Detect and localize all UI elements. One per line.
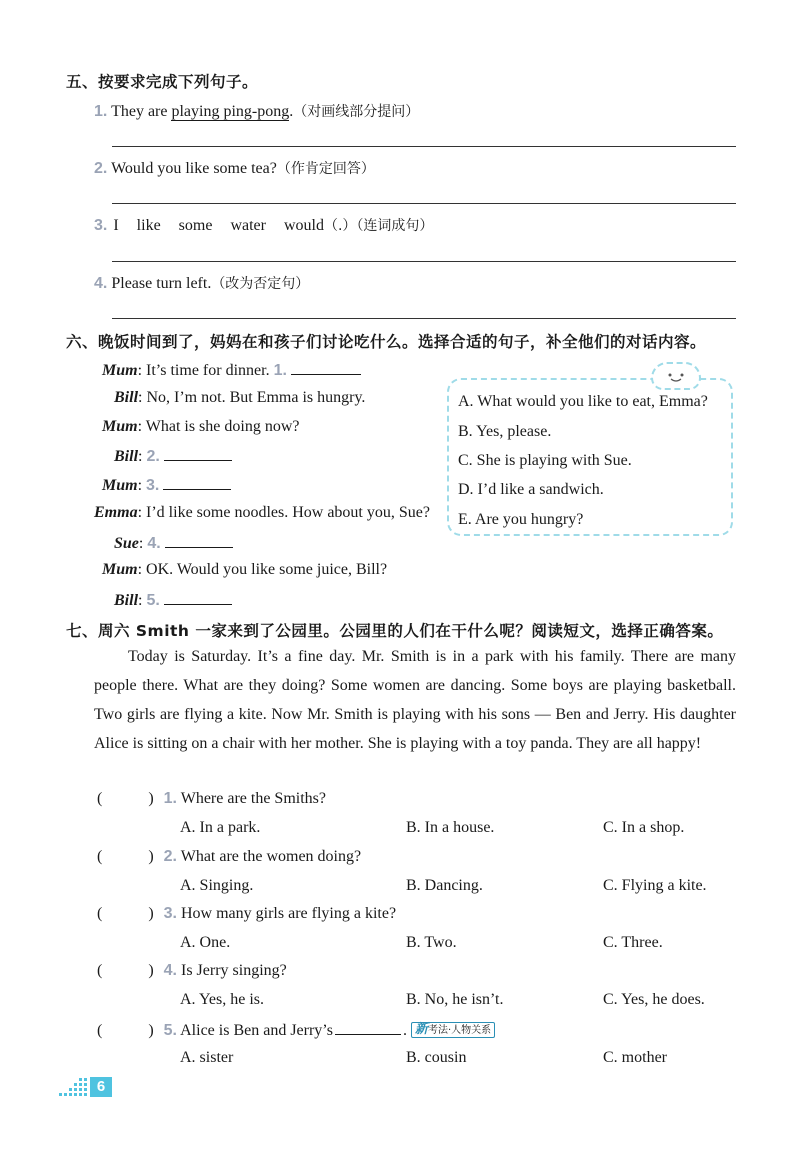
question-text-post: . bbox=[289, 103, 294, 120]
answer-line-2[interactable] bbox=[112, 203, 736, 204]
speaker: Bill bbox=[114, 592, 139, 609]
choice-a[interactable]: A. Singing. bbox=[180, 877, 254, 894]
question-text: How many girls are flying a kite? bbox=[181, 905, 397, 922]
answer-paren-close: ) bbox=[148, 848, 154, 865]
question-number: 1. bbox=[163, 790, 177, 807]
question-number: 5. bbox=[163, 1022, 177, 1039]
choice-c[interactable]: C. Three. bbox=[603, 934, 663, 951]
answer-line-4[interactable] bbox=[112, 318, 736, 319]
choice-b[interactable]: B. Two. bbox=[406, 934, 457, 951]
dialogue-line: Mum: OK. Would you like some juice, Bill? bbox=[102, 561, 388, 578]
option-c: C. She is playing with Sue. bbox=[458, 452, 632, 469]
dialogue-line: Mum: What is she doing now? bbox=[102, 418, 300, 435]
blank-number: 1. bbox=[273, 362, 287, 379]
answer-line-1[interactable] bbox=[112, 146, 736, 147]
question-number: 2. bbox=[94, 160, 108, 177]
answer-blank[interactable] bbox=[291, 360, 361, 375]
choice-b[interactable]: B. In a house. bbox=[406, 819, 495, 836]
choice-b[interactable]: B. No, he isn’t. bbox=[406, 991, 504, 1008]
speaker: Sue bbox=[114, 535, 139, 552]
choice-b[interactable]: B. Dancing. bbox=[406, 877, 483, 894]
choice-b[interactable]: B. cousin bbox=[406, 1049, 467, 1066]
answer-paren-close: ) bbox=[148, 790, 154, 807]
s5-question-2 bbox=[94, 158, 375, 178]
punctuation: （.） bbox=[323, 218, 357, 234]
dialogue-text: OK. Would you like some juice, Bill? bbox=[146, 561, 388, 578]
mc-question bbox=[97, 848, 361, 866]
option-a: A. What would you like to eat, Emma? bbox=[458, 393, 708, 410]
dialogue-line: Emma: I’d like some noodles. How about you, Sue? bbox=[94, 504, 430, 521]
sentence-end: . bbox=[402, 1022, 407, 1039]
question-note: （对画线部分提问） bbox=[293, 104, 420, 120]
choice-c[interactable]: C. Yes, he does. bbox=[603, 991, 705, 1008]
dialogue-line: Bill: 2. bbox=[114, 446, 232, 466]
option-e: E. Are you hungry? bbox=[458, 511, 584, 528]
word: I bbox=[113, 217, 119, 234]
dialogue-text: It’s time for dinner. bbox=[146, 362, 270, 379]
reading-passage: Today is Saturday. It’s a fine day. Mr. Smith is in a park with his family. There are many people there. What are they doing? Some women are dancing. Some boys are playing basketball. Two girls are flying a kite. Now Mr. Smith is playing with his sons — Ben and Jerry. His daughter Alice is sitting on a chair with her mother. She is playing with a toy panda. They are all happy! bbox=[94, 648, 736, 752]
answer-blank[interactable] bbox=[335, 1020, 401, 1035]
blank-number: 2. bbox=[146, 448, 160, 465]
blank-number: 4. bbox=[147, 535, 161, 552]
page-dots-decoration bbox=[56, 1078, 90, 1096]
answer-paren-open: ( bbox=[97, 962, 103, 979]
question-number: 3. bbox=[94, 217, 108, 234]
dialogue-text: No, I’m not. But Emma is hungry. bbox=[146, 389, 366, 406]
question-note: （改为否定句） bbox=[211, 276, 310, 292]
dialogue-line: Sue: 4. bbox=[114, 533, 233, 553]
word: some bbox=[178, 217, 213, 234]
dialogue-line: Bill: 5. bbox=[114, 590, 232, 610]
choice-c[interactable]: C. mother bbox=[603, 1049, 667, 1066]
choice-a[interactable]: A. sister bbox=[180, 1049, 234, 1066]
dialogue-line: Mum: It’s time for dinner. 1. bbox=[102, 360, 361, 380]
answer-blank[interactable] bbox=[165, 533, 233, 548]
question-text: Is Jerry singing? bbox=[181, 962, 287, 979]
answer-paren-close: ) bbox=[148, 962, 154, 979]
speaker: Emma bbox=[94, 504, 138, 521]
question-number: 2. bbox=[163, 848, 177, 865]
speaker: Mum bbox=[102, 418, 138, 435]
speaker: Mum bbox=[102, 477, 138, 494]
speaker: Bill bbox=[114, 448, 139, 465]
answer-paren-close: ) bbox=[148, 905, 154, 922]
answer-line-3[interactable] bbox=[112, 261, 736, 262]
choice-c[interactable]: C. In a shop. bbox=[603, 819, 685, 836]
choice-c[interactable]: C. Flying a kite. bbox=[603, 877, 707, 894]
question-number: 3. bbox=[163, 905, 177, 922]
blank-number: 5. bbox=[146, 592, 160, 609]
speaker: Mum bbox=[102, 362, 138, 379]
speaker: Bill bbox=[114, 389, 139, 406]
answer-blank[interactable] bbox=[164, 446, 232, 461]
answer-paren-open: ( bbox=[97, 1022, 103, 1039]
tag-label: 考法·人物关系 bbox=[428, 1025, 492, 1036]
question-note: （连词成句） bbox=[356, 218, 434, 234]
choice-a[interactable]: A. Yes, he is. bbox=[180, 991, 265, 1008]
smile-face-icon bbox=[653, 364, 699, 388]
dialogue-text: What is she doing now? bbox=[145, 418, 300, 435]
answer-blank[interactable] bbox=[164, 590, 232, 605]
question-text: Alice is Ben and Jerry’s bbox=[180, 1022, 333, 1039]
question-number: 4. bbox=[163, 962, 177, 979]
speaker: Mum bbox=[102, 561, 138, 578]
s5-question-1 bbox=[94, 101, 419, 121]
word: would bbox=[283, 217, 324, 234]
section5-heading: 五、按要求完成下列句子。 bbox=[66, 73, 259, 91]
answer-blank[interactable] bbox=[163, 475, 231, 490]
mc-question bbox=[97, 790, 326, 808]
option-b: B. Yes, please. bbox=[458, 423, 552, 440]
dialogue-line: Bill: No, I’m not. But Emma is hungry. bbox=[114, 389, 366, 406]
question-text: Where are the Smiths? bbox=[180, 790, 326, 807]
mc-question bbox=[97, 905, 396, 923]
underlined-phrase: playing ping-pong bbox=[171, 103, 290, 120]
s5-question-4 bbox=[94, 273, 309, 293]
word: water bbox=[230, 217, 266, 234]
answer-paren-open: ( bbox=[97, 790, 103, 807]
answer-paren-open: ( bbox=[97, 905, 103, 922]
answer-paren-open: ( bbox=[97, 848, 103, 865]
blank-number: 3. bbox=[146, 477, 160, 494]
exam-tag bbox=[411, 1022, 495, 1038]
question-number: 1. bbox=[94, 103, 108, 120]
new-badge: 新 bbox=[414, 1022, 428, 1037]
question-text-pre: They are bbox=[111, 103, 172, 120]
cloud-face-icon bbox=[651, 362, 701, 390]
dialogue-text: I’d like some noodles. How about you, Sue? bbox=[146, 504, 430, 521]
option-d: D. I’d like a sandwich. bbox=[458, 481, 604, 498]
question-text: Would you like some tea? bbox=[111, 160, 277, 177]
question-note: （作肯定回答） bbox=[276, 161, 375, 177]
section6-heading: 六、晚饭时间到了，妈妈在和孩子们讨论吃什么。选择合适的句子，补全他们的对话内容。 bbox=[66, 333, 707, 351]
question-text: What are the women doing? bbox=[180, 848, 362, 865]
section7-heading: 七、周六 Smith 一家来到了公园里。公园里的人们在干什么呢？阅读短文，选择正确答案。 bbox=[66, 622, 724, 640]
page-number: 6 bbox=[90, 1077, 112, 1097]
s5-question-3 bbox=[94, 215, 433, 235]
choice-a[interactable]: A. In a park. bbox=[180, 819, 261, 836]
dialogue-line: Mum: 3. bbox=[102, 475, 231, 495]
question-text: Please turn left. bbox=[111, 275, 212, 292]
mc-question bbox=[97, 1020, 495, 1040]
choice-a[interactable]: A. One. bbox=[180, 934, 231, 951]
question-number: 4. bbox=[94, 275, 108, 292]
word: like bbox=[136, 217, 161, 234]
mc-question bbox=[97, 962, 287, 980]
answer-paren-close: ) bbox=[148, 1022, 154, 1039]
